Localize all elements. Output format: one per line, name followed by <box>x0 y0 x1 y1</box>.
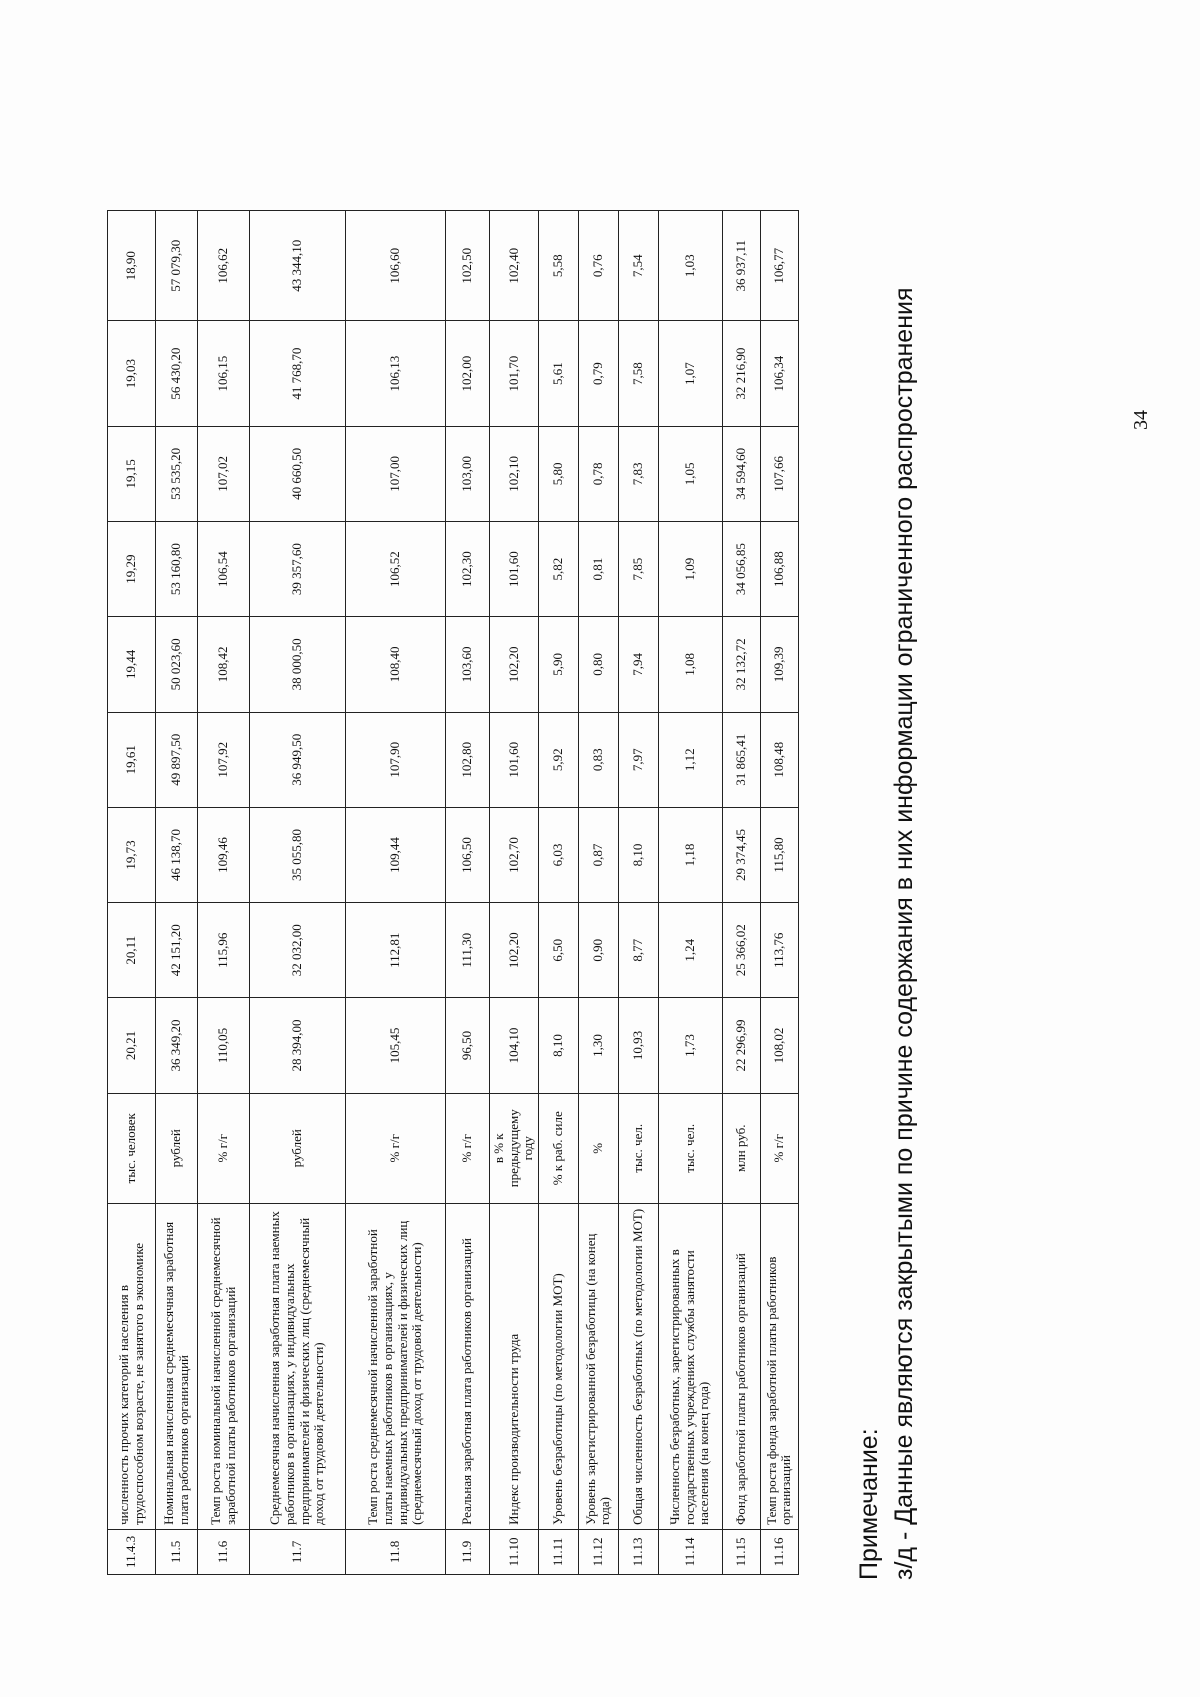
row-code: 11.5 <box>156 1529 198 1574</box>
row-value: 106,77 <box>760 211 798 321</box>
row-value: 115,80 <box>760 807 798 902</box>
row-unit: тыс. чел. <box>658 1093 722 1203</box>
row-value: 106,15 <box>198 321 250 426</box>
row-value: 109,39 <box>760 617 798 712</box>
table-row <box>658 211 722 1575</box>
page-number: 34 <box>1130 410 1152 430</box>
row-value: 7,85 <box>618 522 658 617</box>
row-unit: млн руб. <box>722 1093 760 1203</box>
row-value: 113,76 <box>760 903 798 998</box>
table-row <box>446 211 490 1575</box>
row-value: 28 394,00 <box>250 998 346 1093</box>
row-name: Численность безработных, зарегистрированных в государственных учреждениях службы занятости населения (на конец года) <box>658 1203 722 1529</box>
row-code: 11.4.3 <box>108 1529 156 1574</box>
row-value: 96,50 <box>446 998 490 1093</box>
row-value: 38 000,50 <box>250 617 346 712</box>
row-value: 1,03 <box>658 211 722 321</box>
row-value: 1,07 <box>658 321 722 426</box>
row-value: 5,80 <box>538 426 578 521</box>
row-name: численность прочих категорий населения в трудоспособном возрасте, не занятого в экономике <box>108 1203 156 1529</box>
row-value: 108,02 <box>760 998 798 1093</box>
row-value: 32 216,90 <box>722 321 760 426</box>
row-code: 11.10 <box>490 1529 539 1574</box>
row-value: 106,34 <box>760 321 798 426</box>
row-code: 11.7 <box>250 1529 346 1574</box>
row-value: 108,48 <box>760 712 798 807</box>
row-value: 112,81 <box>346 903 446 998</box>
row-value: 6,03 <box>538 807 578 902</box>
table-row <box>538 211 578 1575</box>
row-value: 109,46 <box>198 807 250 902</box>
row-value: 106,13 <box>346 321 446 426</box>
row-code: 11.14 <box>658 1529 722 1574</box>
row-value: 106,50 <box>446 807 490 902</box>
row-value: 18,90 <box>108 211 156 321</box>
row-value: 5,82 <box>538 522 578 617</box>
row-value: 19,61 <box>108 712 156 807</box>
row-value: 108,40 <box>346 617 446 712</box>
row-value: 1,18 <box>658 807 722 902</box>
row-value: 5,61 <box>538 321 578 426</box>
row-unit: % г/г <box>346 1093 446 1203</box>
row-value: 34 594,60 <box>722 426 760 521</box>
row-code: 11.12 <box>578 1529 618 1574</box>
row-value: 106,54 <box>198 522 250 617</box>
row-value: 7,83 <box>618 426 658 521</box>
table-row <box>618 211 658 1575</box>
row-value: 102,10 <box>490 426 539 521</box>
row-value: 32 032,00 <box>250 903 346 998</box>
row-value: 40 660,50 <box>250 426 346 521</box>
row-value: 102,00 <box>446 321 490 426</box>
row-value: 34 056,85 <box>722 522 760 617</box>
row-value: 0,76 <box>578 211 618 321</box>
row-value: 102,20 <box>490 903 539 998</box>
row-value: 102,30 <box>446 522 490 617</box>
table-row <box>760 211 798 1575</box>
row-value: 7,54 <box>618 211 658 321</box>
row-name: Темп роста фонда заработной платы работников организаций <box>760 1203 798 1529</box>
row-value: 5,58 <box>538 211 578 321</box>
row-code: 11.13 <box>618 1529 658 1574</box>
note-text: з/д - Данные являются закрытыми по причине содержания в них информации ограниченного распространения <box>890 287 918 1580</box>
row-unit: рублей <box>156 1093 198 1203</box>
row-value: 102,70 <box>490 807 539 902</box>
row-value: 106,52 <box>346 522 446 617</box>
row-value: 19,73 <box>108 807 156 902</box>
row-code: 11.11 <box>538 1529 578 1574</box>
row-value: 8,10 <box>538 998 578 1093</box>
row-value: 29 374,45 <box>722 807 760 902</box>
row-value: 1,24 <box>658 903 722 998</box>
row-code: 11.6 <box>198 1529 250 1574</box>
row-value: 32 132,72 <box>722 617 760 712</box>
row-unit: % к раб. силе <box>538 1093 578 1203</box>
row-value: 101,70 <box>490 321 539 426</box>
row-value: 0,81 <box>578 522 618 617</box>
row-code: 11.8 <box>346 1529 446 1574</box>
table-row <box>156 211 198 1575</box>
row-value: 0,80 <box>578 617 618 712</box>
row-value: 102,50 <box>446 211 490 321</box>
row-name: Уровень безработицы (по методологии МОТ) <box>538 1203 578 1529</box>
table-body <box>108 211 799 1575</box>
row-value: 7,97 <box>618 712 658 807</box>
row-value: 19,15 <box>108 426 156 521</box>
row-name: Фонд заработной платы работников организаций <box>722 1203 760 1529</box>
row-value: 0,78 <box>578 426 618 521</box>
row-value: 5,92 <box>538 712 578 807</box>
row-value: 103,00 <box>446 426 490 521</box>
row-value: 0,90 <box>578 903 618 998</box>
row-value: 107,00 <box>346 426 446 521</box>
row-value: 53 160,80 <box>156 522 198 617</box>
row-unit: в % к предыдущему году <box>490 1093 539 1203</box>
row-value: 102,20 <box>490 617 539 712</box>
row-value: 57 079,30 <box>156 211 198 321</box>
row-value: 22 296,99 <box>722 998 760 1093</box>
row-value: 39 357,60 <box>250 522 346 617</box>
note-block <box>855 280 919 1580</box>
row-name: Среднемесячная начисленная заработная плата наемных работников в организациях, у индивидуальных предпринимателей и физических лиц (среднемесячный доход от трудовой деятельности) <box>250 1203 346 1529</box>
row-value: 108,42 <box>198 617 250 712</box>
row-value: 106,62 <box>198 211 250 321</box>
row-value: 107,92 <box>198 712 250 807</box>
row-code: 11.9 <box>446 1529 490 1574</box>
row-value: 0,83 <box>578 712 618 807</box>
row-value: 106,60 <box>346 211 446 321</box>
row-name: Уровень зарегистрированной безработицы (на конец года) <box>578 1203 618 1529</box>
row-value: 25 366,02 <box>722 903 760 998</box>
row-value: 36 937,11 <box>722 211 760 321</box>
row-name: Номинальная начисленная среднемесячная заработная плата работников организаций <box>156 1203 198 1529</box>
row-value: 101,60 <box>490 522 539 617</box>
table-row <box>490 211 539 1575</box>
row-unit: % <box>578 1093 618 1203</box>
row-value: 107,02 <box>198 426 250 521</box>
row-value: 7,94 <box>618 617 658 712</box>
row-name: Темп роста номинальной начисленной среднемесячной заработной платы работников организаций <box>198 1203 250 1529</box>
row-value: 19,03 <box>108 321 156 426</box>
row-value: 36 949,50 <box>250 712 346 807</box>
row-value: 111,30 <box>446 903 490 998</box>
row-value: 8,77 <box>618 903 658 998</box>
table-row <box>108 211 156 1575</box>
row-value: 1,12 <box>658 712 722 807</box>
table-row <box>578 211 618 1575</box>
row-value: 31 865,41 <box>722 712 760 807</box>
row-value: 20,21 <box>108 998 156 1093</box>
row-value: 107,90 <box>346 712 446 807</box>
row-value: 0,79 <box>578 321 618 426</box>
row-name: Индекс производительности труда <box>490 1203 539 1529</box>
row-value: 53 535,20 <box>156 426 198 521</box>
row-code: 11.15 <box>722 1529 760 1574</box>
row-value: 35 055,80 <box>250 807 346 902</box>
row-value: 110,05 <box>198 998 250 1093</box>
row-value: 42 151,20 <box>156 903 198 998</box>
row-value: 109,44 <box>346 807 446 902</box>
row-value: 1,05 <box>658 426 722 521</box>
table-row <box>346 211 446 1575</box>
row-value: 0,87 <box>578 807 618 902</box>
row-value: 19,44 <box>108 617 156 712</box>
row-value: 106,88 <box>760 522 798 617</box>
row-unit: тыс. чел. <box>618 1093 658 1203</box>
row-unit: % г/г <box>446 1093 490 1203</box>
row-value: 1,73 <box>658 998 722 1093</box>
row-unit: % г/г <box>198 1093 250 1203</box>
row-value: 19,29 <box>108 522 156 617</box>
row-value: 102,40 <box>490 211 539 321</box>
row-value: 56 430,20 <box>156 321 198 426</box>
indicators-table <box>107 210 799 1575</box>
row-value: 101,60 <box>490 712 539 807</box>
row-value: 7,58 <box>618 321 658 426</box>
row-name: Реальная заработная плата работников организаций <box>446 1203 490 1529</box>
row-value: 50 023,60 <box>156 617 198 712</box>
row-unit: % г/г <box>760 1093 798 1203</box>
row-value: 46 138,70 <box>156 807 198 902</box>
row-value: 10,93 <box>618 998 658 1093</box>
row-value: 6,50 <box>538 903 578 998</box>
rotated-page-content <box>0 100 1200 1620</box>
row-value: 49 897,50 <box>156 712 198 807</box>
table-row <box>722 211 760 1575</box>
row-value: 105,45 <box>346 998 446 1093</box>
row-value: 1,09 <box>658 522 722 617</box>
row-value: 1,08 <box>658 617 722 712</box>
row-name: Темп роста среднемесячной начисленной заработной платы наемных работников в организациях, у индивидуальных предпринимателей и физических лиц (среднемесячный доход от трудовой деятельности) <box>346 1203 446 1529</box>
row-value: 8,10 <box>618 807 658 902</box>
row-value: 20,11 <box>108 903 156 998</box>
table-row <box>198 211 250 1575</box>
row-unit: тыс. человек <box>108 1093 156 1203</box>
row-value: 107,66 <box>760 426 798 521</box>
row-value: 115,96 <box>198 903 250 998</box>
row-name: Общая численность безработных (по методологии МОТ) <box>618 1203 658 1529</box>
row-value: 5,90 <box>538 617 578 712</box>
row-value: 1,30 <box>578 998 618 1093</box>
row-value: 104,10 <box>490 998 539 1093</box>
table-row <box>250 211 346 1575</box>
note-title: Примечание: <box>855 1428 883 1580</box>
row-unit: рублей <box>250 1093 346 1203</box>
row-value: 43 344,10 <box>250 211 346 321</box>
row-value: 102,80 <box>446 712 490 807</box>
row-value: 41 768,70 <box>250 321 346 426</box>
row-value: 36 349,20 <box>156 998 198 1093</box>
row-code: 11.16 <box>760 1529 798 1574</box>
row-value: 103,60 <box>446 617 490 712</box>
